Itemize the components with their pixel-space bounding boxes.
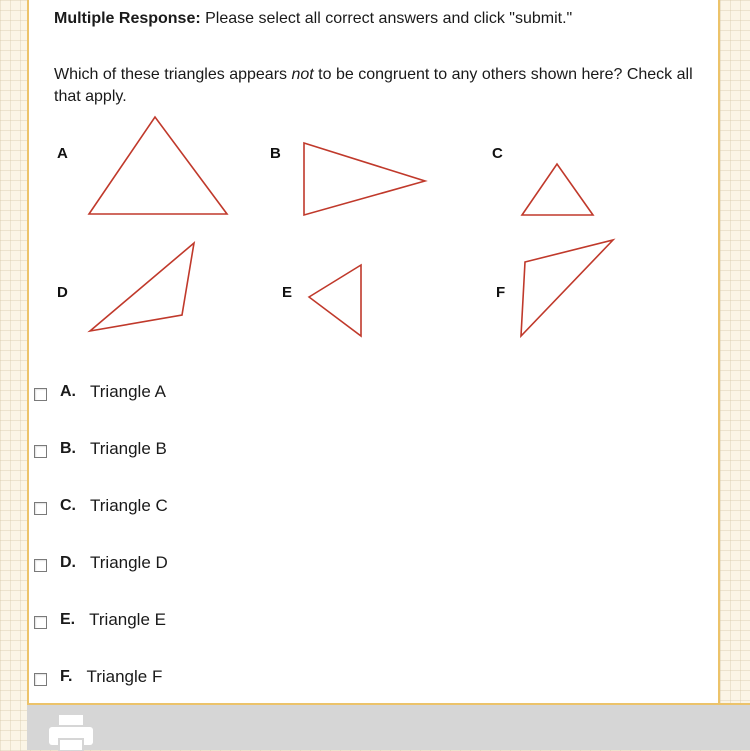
checkbox-f[interactable] <box>34 673 47 686</box>
choice-letter-a: A. <box>60 383 76 400</box>
choice-letter-f: F. <box>60 668 73 685</box>
choice-letter-e: E. <box>60 611 76 628</box>
triangle-label-a: A <box>57 145 68 162</box>
choice-letter-c: C. <box>60 497 76 514</box>
triangles-figure <box>0 0 750 360</box>
printer-icon[interactable] <box>47 715 95 751</box>
choice-label-b: Triangle B <box>90 439 167 458</box>
choice-c[interactable] <box>34 493 168 519</box>
choice-label-d: Triangle D <box>90 553 168 572</box>
triangle-c <box>522 164 593 215</box>
choice-label-a: Triangle A <box>90 382 166 401</box>
footer-bar <box>27 703 750 750</box>
choice-label-f: Triangle F <box>86 667 163 686</box>
triangle-label-b: B <box>270 145 281 162</box>
checkbox-b[interactable] <box>34 445 47 458</box>
triangle-label-d: D <box>57 284 68 301</box>
triangle-d <box>90 243 194 331</box>
choice-label-e: Triangle E <box>89 610 166 629</box>
choice-f[interactable] <box>34 664 162 690</box>
checkbox-a[interactable] <box>34 388 47 401</box>
instructions-label: Multiple Response: <box>54 10 201 27</box>
triangle-f <box>521 240 613 336</box>
question-after: to be congruent to any others shown here? Check all that apply. <box>54 66 693 105</box>
choice-d[interactable] <box>34 550 168 576</box>
triangle-e <box>309 265 361 336</box>
checkbox-e[interactable] <box>34 616 47 629</box>
choice-letter-d: D. <box>60 554 76 571</box>
choice-a[interactable] <box>34 379 166 405</box>
instructions-text: Please select all correct answers and click "submit." <box>200 10 573 27</box>
choice-letter-b: B. <box>60 440 76 457</box>
checkbox-d[interactable] <box>34 559 47 572</box>
triangle-b <box>304 143 425 215</box>
triangle-label-e: E <box>282 284 293 301</box>
triangle-label-f: F <box>496 284 506 301</box>
triangle-label-c: C <box>492 145 503 162</box>
choice-e[interactable] <box>34 607 166 633</box>
question-emphasis: not <box>291 66 314 83</box>
choice-label-c: Triangle C <box>90 496 168 515</box>
choice-b[interactable] <box>34 436 167 462</box>
checkbox-c[interactable] <box>34 502 47 515</box>
triangle-a <box>89 117 227 214</box>
question-before: Which of these triangles appears <box>54 66 292 83</box>
